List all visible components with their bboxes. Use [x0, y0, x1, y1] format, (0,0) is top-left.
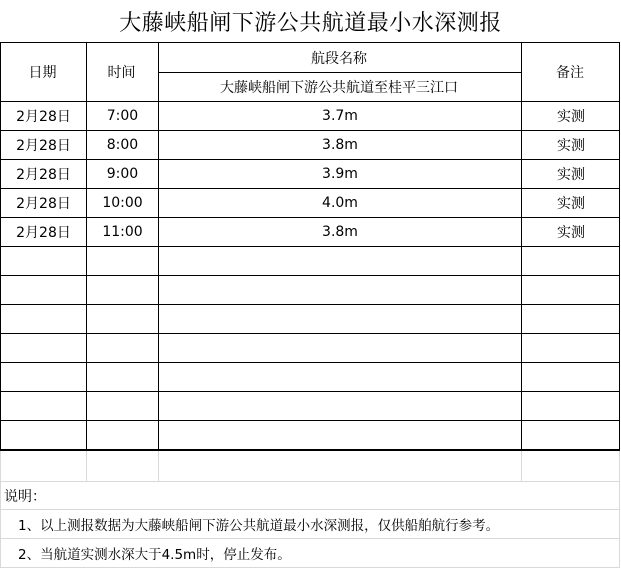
column-line — [0, 42, 1, 451]
header-date: 日期 — [28, 65, 57, 81]
header-remark: 备注 — [556, 65, 584, 81]
cell-time: 8:00 — [106, 137, 139, 153]
cell-remark: 实测 — [557, 138, 585, 154]
cell-remark: 实测 — [557, 196, 585, 212]
header-split-line — [158, 72, 521, 73]
row-line — [0, 362, 620, 363]
column-line — [86, 42, 87, 451]
row-line — [0, 246, 620, 247]
header-section-name: 航段名称 — [311, 50, 367, 67]
cell-depth: 3.8m — [322, 224, 358, 240]
grid-line-light — [86, 451, 87, 481]
grid-line-light — [619, 451, 620, 568]
cell-date: 2月28日 — [16, 109, 71, 125]
grid-line-light — [0, 567, 620, 568]
header-time: 时间 — [107, 65, 136, 81]
cell-depth: 3.9m — [322, 166, 358, 182]
grid-line-light — [158, 451, 159, 481]
cell-depth: 4.0m — [322, 195, 358, 211]
row-line — [0, 391, 620, 392]
header-section-value: 大藤峡船闸下游公共航道至桂平三江口 — [220, 80, 458, 96]
grid-line-light — [521, 451, 522, 481]
notes-label: 说明： — [4, 488, 46, 505]
cell-time: 11:00 — [102, 224, 143, 240]
row-line — [0, 159, 620, 160]
cell-date: 2月28日 — [16, 138, 71, 154]
cell-time: 7:00 — [106, 108, 139, 124]
table-border-top — [0, 42, 620, 43]
column-line — [521, 42, 522, 451]
cell-depth: 3.8m — [322, 137, 358, 153]
cell-remark: 实测 — [557, 167, 585, 183]
cell-time: 10:00 — [102, 195, 143, 211]
grid-line-light — [0, 509, 620, 510]
cell-date: 2月28日 — [16, 225, 71, 241]
cell-remark: 实测 — [557, 109, 585, 125]
cell-date: 2月28日 — [16, 196, 71, 212]
row-line — [0, 420, 620, 421]
header-bottom-line — [0, 101, 620, 102]
column-line — [619, 42, 620, 451]
row-line — [0, 333, 620, 334]
column-line — [158, 42, 159, 451]
cell-time: 9:00 — [106, 166, 139, 182]
row-line — [0, 275, 620, 276]
grid-line-light — [0, 538, 620, 539]
table-border-bottom — [0, 450, 620, 451]
report-title: 大藤峡船闸下游公共航道最小水深测报 — [119, 10, 502, 36]
grid-line-light — [0, 451, 1, 568]
cell-depth: 3.7m — [322, 108, 358, 124]
note-item-2: 2、当航道实测水深大于4.5m时，停止发布。 — [18, 547, 291, 563]
note-item-1: 1、以上测报数据为大藤峡船闸下游公共航道最小水深测报，仅供船舶航行参考。 — [18, 518, 500, 534]
row-line — [0, 217, 620, 218]
row-line — [0, 130, 620, 131]
row-line — [0, 304, 620, 305]
grid-line-light — [0, 481, 620, 482]
row-line — [0, 188, 620, 189]
cell-remark: 实测 — [557, 225, 585, 241]
cell-date: 2月28日 — [16, 167, 71, 183]
